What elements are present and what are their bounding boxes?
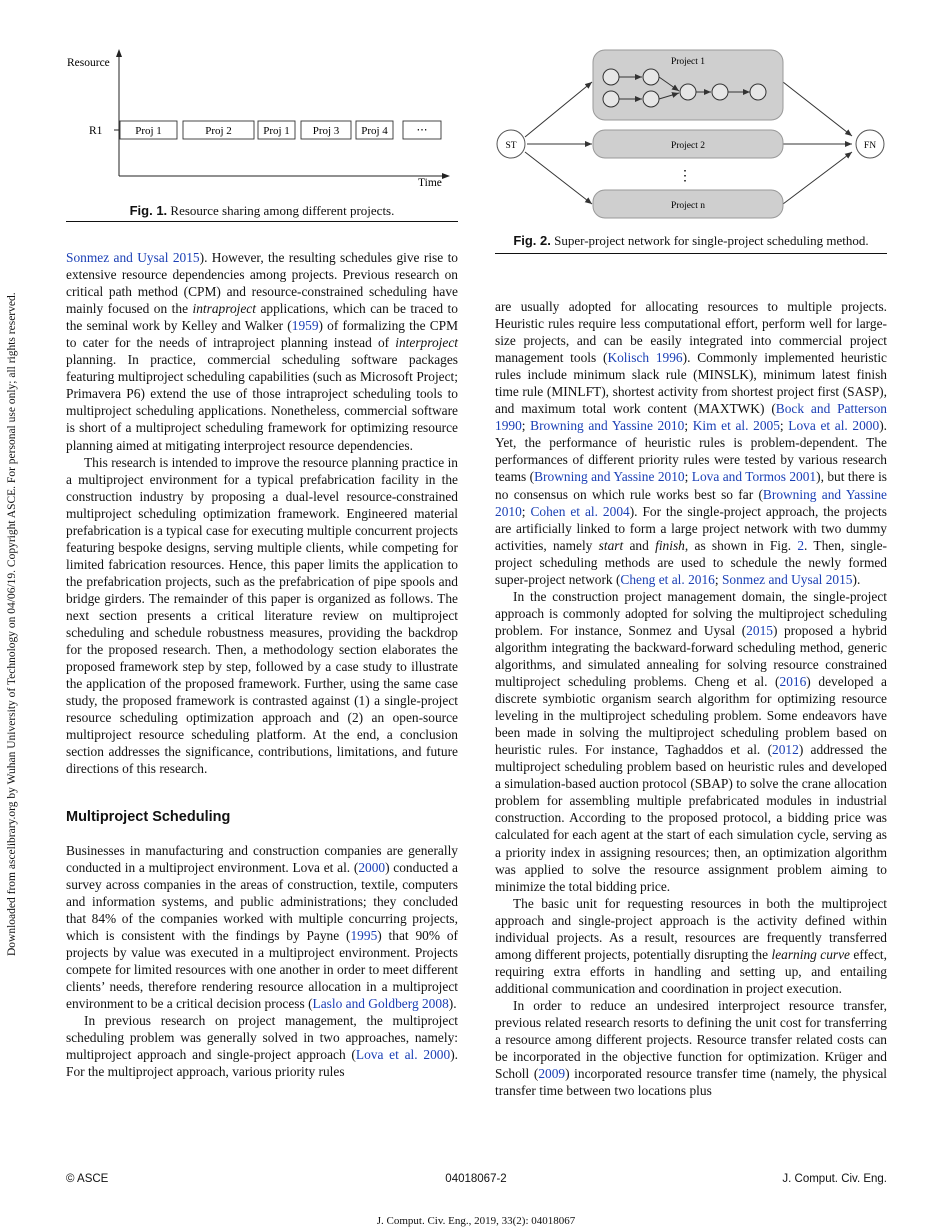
text-run: , as shown in Fig. <box>684 537 798 553</box>
footer-copyright: © ASCE <box>66 1173 109 1185</box>
start-node-label: ST <box>505 141 517 151</box>
text-run: ) addressed the multiproject scheduling problem based on heuristic rules and developed a simulation-based auction protocol (SBAP) to solve the crane allocation problem for assembling multiple prefabricated modules in industrial construction. According to the proposed protocol, a bidding price was calculated for each agent at the start of each simulation cycle, serving as a priority index in assigning resources; then, an optimization algorithm was applied to solve the resource assignment problem aiming to minimize the total bidding price. <box>495 742 888 894</box>
citation-link[interactable]: 1995 <box>350 927 378 943</box>
citation-footer: J. Comput. Civ. Eng., 2019, 33(2): 04018067 <box>376 1215 576 1227</box>
right-column <box>495 298 887 1099</box>
text-run: ). <box>448 995 457 1011</box>
citation-link[interactable]: Browning and Yassine 2010 <box>530 418 685 434</box>
fig1-box <box>356 121 393 139</box>
paragraph <box>495 997 887 1099</box>
text-run: ) that 90% of projects by value was executed in a multiproject environment. Projects compete for limited resources with one another in order to meet different clients’ needs, therefore rendering resource allocation in a multiproject environment to be a critical decision process ( <box>66 927 458 1011</box>
text-run: are usually adopted for allocating resources to multiple projects. Heuristic rules require less computational effort, perform well for large-size projects, and can be easily integrated into commercial project management tools ( <box>495 299 887 366</box>
citation-link[interactable]: Cheng et al. 2016 <box>620 571 715 587</box>
left-column <box>66 249 458 1080</box>
text-run: ). Commonly implemented heuristic rules include minimum slack rule (MINSLK), minimum latest finish time rule (MINLFT), shortest activity from shortest project first (SASP), and maximum total work content (MAXTWK) ( <box>495 350 887 417</box>
text-run: ). <box>852 571 861 587</box>
text-run: ) incorporated resource transfer time (namely, the physical transfer time between two locations plus <box>495 1066 887 1099</box>
project-2-label: Project 2 <box>670 141 706 151</box>
fig1-caption-label: Fig. 1. <box>129 203 168 218</box>
italic-term: start <box>598 537 624 553</box>
citation-link[interactable]: Bock and Patterson 1990 <box>495 401 887 434</box>
section-heading: Multiproject Scheduling <box>66 809 231 826</box>
citation-link[interactable]: Browning and Yassine 2010 <box>534 469 685 485</box>
fig1-box <box>183 121 254 139</box>
citation-link[interactable]: Sonmez and Uysal 2015 <box>66 250 200 265</box>
citation-link[interactable]: Lova et al. 2000 <box>355 1047 451 1063</box>
citation-link[interactable]: Sonmez and Uysal 2015 <box>721 571 853 587</box>
citation-link[interactable]: Browning and Yassine 2010 <box>495 486 887 519</box>
text-run: ) of formalizing the CPM to cater for the needs of intraproject planning instead of <box>66 318 458 351</box>
citation-link[interactable]: 2009 <box>538 1066 566 1082</box>
fig2-caption-text: Super-project network for single-project scheduling method. <box>554 233 869 248</box>
text-run: ; <box>521 503 531 519</box>
text-run: In the construction project management domain, the single-project approach is commonly adopted for solving the multiproject scheduling problem. For instance, Sonmez and Uysal ( <box>495 588 887 638</box>
paragraph <box>66 842 458 1012</box>
paragraph <box>66 249 458 454</box>
text-run: effect, requiring extra efforts in handling and setting up, and entailing additional communication and coordination in project execution. <box>495 946 887 996</box>
figure-1-rule <box>66 221 458 222</box>
fig1-row-label: R1 <box>89 125 103 137</box>
text-run: ) conducted a survey across companies in the areas of construction, textile, computers and information systems, and public administrations; they concluded that 84% of the companies worked with multiple concurring projects, which is consistent with the findings by Payne ( <box>66 859 458 943</box>
text-run: planning. In practice, commercial scheduling software packages featuring multiproject scheduling capabilities (such as Microsoft Project; Primavera P6) extend the use of those intraproject scheduling tools to multiproject scheduling applications. Nonetheless, commercial software is short of a multiproject scheduling framework for optimizing resource planning aimed at mitigating interproject resource dependencies. <box>66 352 458 453</box>
figure-2-rule <box>495 253 887 254</box>
text-run: ). For the multiproject approach, various priority rules <box>66 1047 458 1080</box>
paragraph <box>495 588 887 895</box>
text-run: Businesses in manufacturing and construction companies are generally conducted in a multiproject environment. Lova et al. ( <box>66 842 458 875</box>
citation-link[interactable]: 2015 <box>746 622 773 638</box>
citation-link[interactable]: 2012 <box>772 742 799 758</box>
text-run: . Then, single-project scheduling methods are used to schedule the newly formed super-project network ( <box>495 537 888 587</box>
footer-page-id: 04018067-2 <box>445 1173 507 1185</box>
citation-link[interactable]: 2 <box>797 537 805 553</box>
citation-link[interactable]: Lova et al. 2000 <box>788 418 880 434</box>
text-run: ) proposed a hybrid algorithm integrating the backward-forward scheduling method, generic algorithms, and simulated annealing for solving resource constrained multiproject scheduling problems. Cheng et al. ( <box>495 622 888 690</box>
download-notice: Downloaded from ascelibrary.org by Wuhan University of Technology on 04/06/19. Copyright ASCE. For personal use only; all rights reserved. <box>6 292 18 956</box>
footer-journal: J. Comput. Civ. Eng. <box>782 1173 887 1185</box>
text-run: applications, which can be traced to the seminal work by Kelley and Walker ( <box>66 301 458 334</box>
text-run: ) developed a discrete symbiotic organism search algorithm for optimizing resource leveling in the multiproject scheduling problem. Some endeavors have been made in solving the multiproject scheduling problem based on heuristic rules. For instance, Taghaddos et al. ( <box>495 674 887 758</box>
italic-term: finish <box>655 537 685 553</box>
fig1-y-axis-label: Resource <box>67 57 110 69</box>
fig1-box-label: Proj 4 <box>361 125 388 137</box>
text-run: ), but there is no consensus on which rule works best so far ( <box>495 469 888 502</box>
fig1-box-label: ⋯ <box>416 124 428 136</box>
text-run: In previous research on project management, the multiproject scheduling problem was generally solved in two approaches, namely: multiproject approach and single-project approach ( <box>66 1012 458 1063</box>
project-1-label: Project 1 <box>670 57 706 67</box>
fig1-caption-text: Resource sharing among different projects. <box>170 203 395 218</box>
citation-link[interactable]: 2000 <box>358 859 386 875</box>
citation-link[interactable]: 2016 <box>779 674 807 690</box>
fig1-x-axis-label: Time <box>418 177 442 189</box>
paragraph <box>66 454 458 778</box>
figure-2-diagram <box>495 42 890 227</box>
text-run: ). However, the resulting schedules give rise to extensive resource dependencies among projects. Previous research on critical path method (CPM) and resource-constrained scheduling have mainly focused on the <box>66 250 458 317</box>
fig1-box-label: Proj 1 <box>135 125 162 137</box>
paragraph <box>495 298 887 588</box>
citation-link[interactable]: Kolisch 1996 <box>607 350 683 366</box>
text-run: ). Yet, the performance of heuristic rules is problem-dependent. The performances of different priority rules were tested by various research teams ( <box>495 418 887 485</box>
text-run: In order to reduce an undesired interproject resource transfer, previous related research resorts to defining the unit cost for transferring a resource among different projects. Resource transfer related costs can be incorporated in the objective function for optimization. Krüger and Scholl ( <box>495 997 887 1082</box>
text-run: ; <box>714 571 722 587</box>
paragraph <box>66 1012 458 1080</box>
figure-2-caption <box>495 233 887 249</box>
fig1-box-label: Proj 1 <box>263 125 290 137</box>
finish-node-label: FN <box>863 141 877 151</box>
text-run: ; <box>779 418 789 434</box>
figure-1-caption <box>66 203 458 219</box>
fig1-box <box>301 121 351 139</box>
italic-term: interproject <box>395 335 458 351</box>
fig1-box-label: Proj 3 <box>312 125 340 137</box>
italic-term: learning curve <box>771 946 850 962</box>
text-run: The basic unit for requesting resources in both the multiproject approach and single-project approach is the activity defined within individual projects. As a result, resources are frequently transferred among different projects, potentially disrupting the <box>495 895 887 962</box>
fig1-box <box>258 121 295 139</box>
citation-link[interactable]: Laslo and Goldberg 2008 <box>312 995 449 1011</box>
text-run: ). For the single-project approach, the projects are artificially linked to form a large project network with two dummy activities, namely <box>495 503 887 553</box>
italic-term: intraproject <box>192 301 256 317</box>
text-run: ; <box>521 418 531 434</box>
project-ellipsis: ⋮ <box>678 169 692 184</box>
citation-link[interactable]: Cohen et al. 2004 <box>530 503 630 519</box>
text-run: ; <box>684 469 692 485</box>
fig1-box <box>120 121 177 139</box>
project-n-label: Project n <box>670 201 706 211</box>
figure-1-diagram <box>62 44 462 194</box>
text-run: This research is intended to improve the resource planning practice in a multiproject environment for a typical prefabrication facility in the construction industry by proposing a dual-level resource-constrained multiproject scheduling optimization framework. Engineered material prefabrication is a typical case for executing multiple concurrent projects featuring bespoke designs, serving multiple clients, while competing for limited fabrication resources. Hence, this paper limits the application to the prefabrication projects, such as the prefabrication of pipe spools and bridge girders. The remainder of this paper is organized as follows. The next section presents a critical literature review on multiproject scheduling and schedule robustness measures, providing the backdrop for the proposed research. Then, a methodology section elaborates the proposed framework step by step, followed by a case study to illustrate the application of the proposed framework. Further, using the same case study, the proposed framework is contrasted against (1) a single-project resource scheduling optimization approach and (2) an open-source multiproject resource scheduling platform. At the end, a conclusion section addresses the significance, contributions, limitations, and future directions of this research. <box>66 454 458 777</box>
fig1-box-label: Proj 2 <box>205 125 232 137</box>
paragraph <box>495 895 887 997</box>
fig1-box <box>403 121 441 139</box>
text-run: ; <box>684 418 693 434</box>
citation-link[interactable]: Kim et al. 2005 <box>692 418 780 434</box>
citation-link[interactable]: 1959 <box>291 318 319 334</box>
fig2-caption-label: Fig. 2. <box>513 233 551 248</box>
citation-link[interactable]: Lova and Tormos 2001 <box>691 469 817 485</box>
text-run: and <box>623 537 656 553</box>
